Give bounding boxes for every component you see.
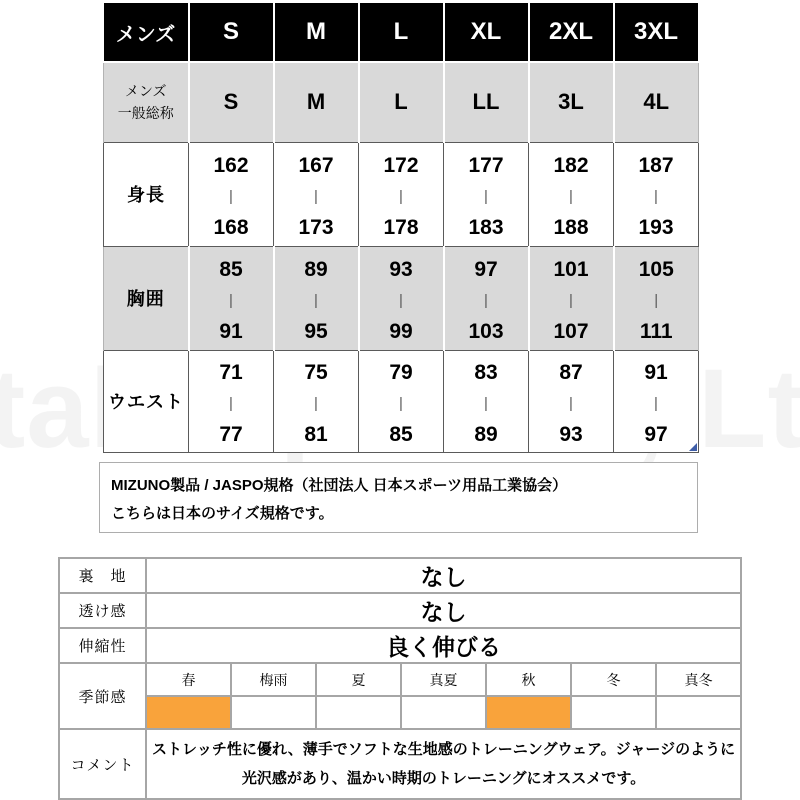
lining-value: なし	[146, 558, 741, 593]
season-highlight-midsummer	[401, 696, 486, 729]
waist-row	[104, 350, 699, 452]
chest-range-cell: 105 | 111	[614, 246, 699, 350]
height-range-cell: 172 | 178	[359, 142, 444, 246]
chest-range-cell: 97 | 103	[444, 246, 529, 350]
general-size-cell: LL	[444, 62, 529, 142]
height-range-cell: 167 | 173	[274, 142, 359, 246]
comment-row	[59, 729, 741, 799]
season-highlight-midwinter	[656, 696, 741, 729]
height-range-cell: 182 | 188	[529, 142, 614, 246]
lining-row	[59, 558, 741, 593]
size-header-cell: S	[189, 3, 274, 62]
cell-comment-marker-icon	[689, 443, 697, 451]
lining-label: 裏 地	[59, 558, 146, 593]
comment-label: コメント	[59, 729, 146, 799]
waist-range-cell: 87 | 93	[529, 350, 614, 452]
size-header-cell: 3XL	[614, 3, 699, 62]
stretch-label: 伸縮性	[59, 628, 146, 663]
season-cell-spring: 春	[146, 663, 231, 696]
waist-row-label: ウエスト	[104, 350, 189, 452]
sheerness-row	[59, 593, 741, 628]
season-cell-rainy: 梅雨	[231, 663, 316, 696]
size-header-cell: L	[359, 3, 444, 62]
waist-range-cell: 71 | 77	[189, 350, 274, 452]
stretch-row	[59, 628, 741, 663]
note-box	[99, 462, 698, 533]
season-highlight-spring	[146, 696, 231, 729]
size-header-cell: M	[274, 3, 359, 62]
chest-row-label: 胸囲	[104, 246, 189, 350]
chest-row	[104, 246, 699, 350]
spec-table	[58, 557, 742, 800]
general-size-label: メンズ 一般総称	[104, 62, 189, 142]
sheerness-value: なし	[146, 593, 741, 628]
waist-range-cell: 83 | 89	[444, 350, 529, 452]
season-cell-summer: 夏	[316, 663, 401, 696]
height-row-label: 身長	[104, 142, 189, 246]
height-range-cell: 187 | 193	[614, 142, 699, 246]
season-highlight-rainy	[231, 696, 316, 729]
season-highlight-row	[59, 696, 741, 729]
chest-range-cell: 85 | 91	[189, 246, 274, 350]
season-cell-winter: 冬	[571, 663, 656, 696]
waist-range-cell: 79 | 85	[359, 350, 444, 452]
season-highlight-winter	[571, 696, 656, 729]
stretch-value: 良く伸びる	[146, 628, 741, 663]
general-size-cell: M	[274, 62, 359, 142]
season-cell-midsummer: 真夏	[401, 663, 486, 696]
sheerness-label: 透け感	[59, 593, 146, 628]
waist-range-cell: 91 | 97	[614, 350, 699, 452]
waist-range-cell: 75 | 81	[274, 350, 359, 452]
general-size-cell: 4L	[614, 62, 699, 142]
chest-range-cell: 101 | 107	[529, 246, 614, 350]
season-highlight-autumn	[486, 696, 571, 729]
season-cell-autumn: 秋	[486, 663, 571, 696]
season-label: 季節感	[59, 663, 146, 729]
note-line: こちらは日本のサイズ規格です。	[111, 505, 334, 522]
size-header-row	[104, 3, 699, 62]
general-size-row	[104, 62, 699, 142]
size-header-label: メンズ	[104, 3, 189, 62]
season-highlight-summer	[316, 696, 401, 729]
season-name-row	[59, 663, 741, 696]
size-header-cell: 2XL	[529, 3, 614, 62]
comment-text: ストレッチ性に優れ、薄手でソフトな生地感のトレーニングウェア。ジャージのように光沢感があり、温かい時期のトレーニングにオススメです。	[146, 729, 741, 799]
chest-range-cell: 89 | 95	[274, 246, 359, 350]
general-size-cell: 3L	[529, 62, 614, 142]
chest-range-cell: 93 | 99	[359, 246, 444, 350]
note-line: MIZUNO製品 / JASPO規格（社団法人 日本スポーツ用品工業協会）	[111, 477, 568, 494]
height-range-cell: 177 | 183	[444, 142, 529, 246]
general-size-cell: S	[189, 62, 274, 142]
size-header-cell: XL	[444, 3, 529, 62]
general-size-cell: L	[359, 62, 444, 142]
height-row	[104, 142, 699, 246]
height-range-cell: 162 | 168	[189, 142, 274, 246]
season-cell-midwinter: 真冬	[656, 663, 741, 696]
size-chart-table	[103, 3, 700, 453]
